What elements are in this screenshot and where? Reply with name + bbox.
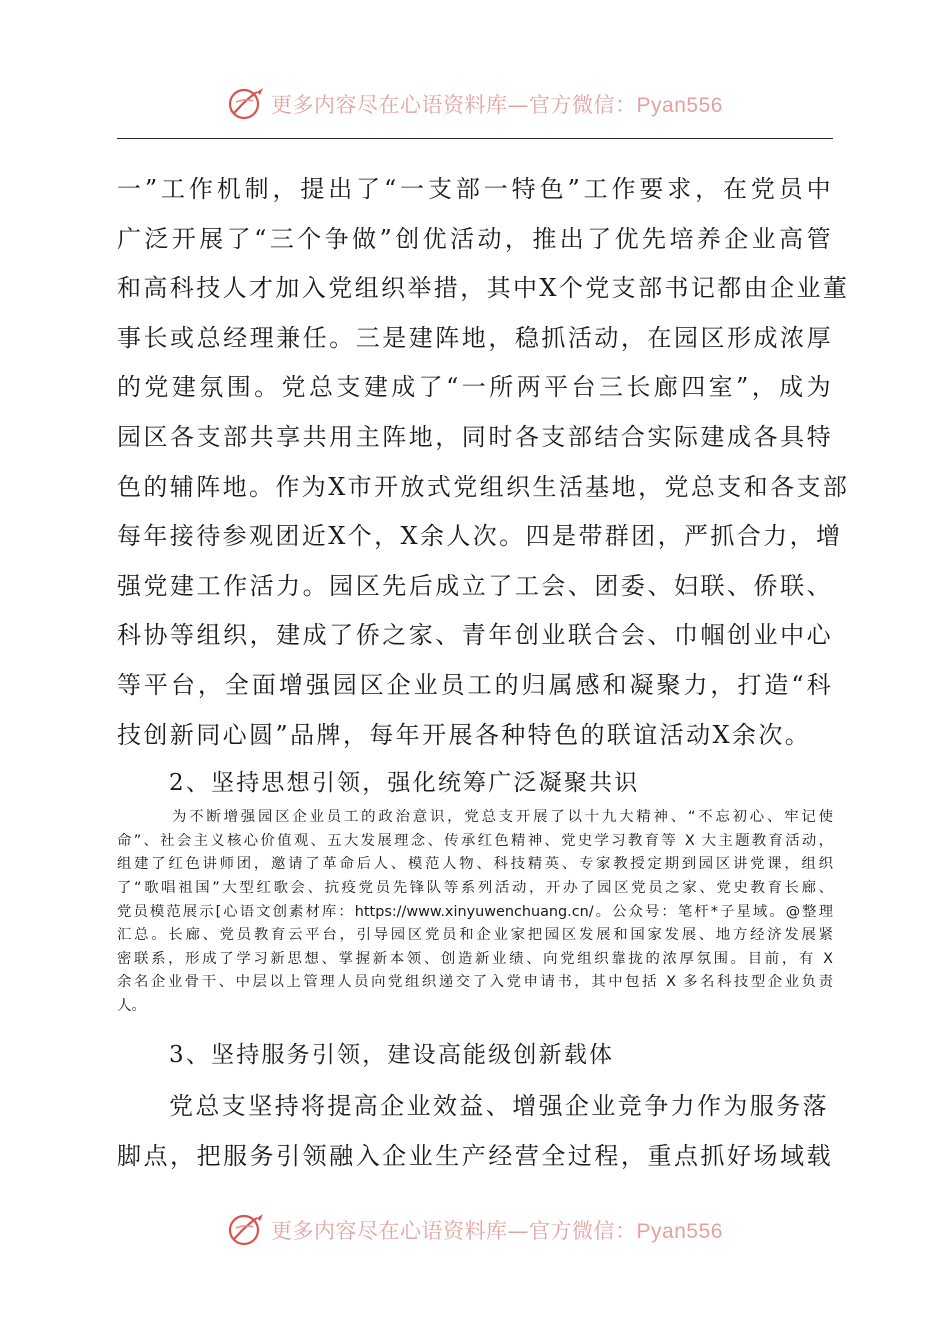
small-text-line: 人。 (117, 997, 146, 1014)
small-text-line: 余名企业骨干、中层以上管理人员向党组织递交了入党申请书，其中包括 X 多名科技型企业负责 (117, 974, 833, 991)
banner-label: 更多内容尽在心语资料库—官方微信：Pyan556 (271, 93, 723, 117)
small-text-line: 党员模范展示[心语文创素材库：https://www.xinyuwenchuang.cn/。公众号：笔杆*子星域。@整理 (117, 903, 833, 920)
section-heading-2: 2、坚持思想引领，强化统筹广泛凝聚共识 (169, 770, 640, 797)
small-text-line: 组建了红色讲师团，邀请了革命后人、模范人物、科技精英、专家教授定期到园区讲党课，组织 (117, 856, 833, 873)
section-heading-3: 3、坚持服务引领，建设高能级创新载体 (169, 1042, 615, 1069)
paragraph-party-building (117, 165, 850, 760)
text-line: 等平台，全面增强园区企业员工的归属感和凝聚力，打造“科 (117, 670, 833, 699)
text-line: 技创新同心圆”品牌，每年开展各种特色的联谊活动X余次。 (117, 720, 812, 749)
small-text-line: 命”、社会主义核心价值观、五大发展理念、传承红色精神、党史学习教育等 X 大主题教育活动， (117, 832, 833, 849)
banner-label: 更多内容尽在心语资料库—官方微信：Pyan556 (271, 1219, 723, 1243)
text-line: 广泛开展了“三个争做”创优活动，推出了优先培养企业高管 (117, 224, 833, 253)
pen-logo-icon (227, 1210, 267, 1250)
text-line: 和高科技人才加入党组织举措，其中X个党支部书记都由企业董 (117, 274, 850, 303)
small-text-line: 密联系，形成了学习新思想、掌握新本领、创造新业绩、向党组织靠拢的浓厚氛围。目前，有 X (117, 950, 833, 967)
text-line: 的党建氛围。党总支建成了“一所两平台三长廊四室”，成为 (117, 373, 833, 402)
text-line: 强党建工作活力。园区先后成立了工会、团委、妇联、侨联、 (117, 571, 833, 600)
text-line: 科协等组织，建成了侨之家、青年创业联合会、巾帼创业中心 (117, 621, 833, 650)
header-divider (117, 138, 833, 139)
text-line: 脚点，把服务引领融入企业生产经营全过程，重点抓好场域载 (117, 1142, 833, 1171)
small-text-line: 为不断增强园区企业员工的政治意识，党总支开展了以十九大精神、“不忘初心、牢记使 (172, 809, 833, 826)
text-line: 每年接待参观团近X个，X余人次。四是带群团，严抓合力，增 (117, 522, 843, 551)
paragraph-service-guidance (117, 1082, 833, 1181)
text-line: 事长或总经理兼任。三是建阵地，稳抓活动，在园区形成浓厚 (117, 323, 833, 352)
text-line: 园区各支部共享共用主阵地，同时各支部结合实际建成各具特 (117, 422, 833, 451)
small-text-line: 了“歌唱祖国”大型红歌会、抗疫党员先锋队等系列活动，开办了园区党员之家、党史教育长廊、 (117, 879, 833, 896)
text-line: 色的辅阵地。作为X市开放式党组织生活基地，党总支和各支部 (117, 472, 850, 501)
text-line: 党总支坚持将提高企业效益、增强企业竞争力作为服务落 (169, 1092, 829, 1121)
paragraph-ideological-guidance (117, 806, 833, 1018)
header-watermark-banner (0, 82, 950, 126)
document-body (117, 165, 850, 1182)
text-line: 一”工作机制，提出了“一支部一特色”工作要求，在党员中 (117, 175, 833, 203)
footer-watermark-banner (0, 1208, 950, 1252)
pen-logo-icon (227, 84, 267, 124)
small-text-line: 汇总。长廊、党员教育云平台，引导园区党员和企业家把园区发展和国家发展、地方经济发展紧 (117, 927, 833, 944)
